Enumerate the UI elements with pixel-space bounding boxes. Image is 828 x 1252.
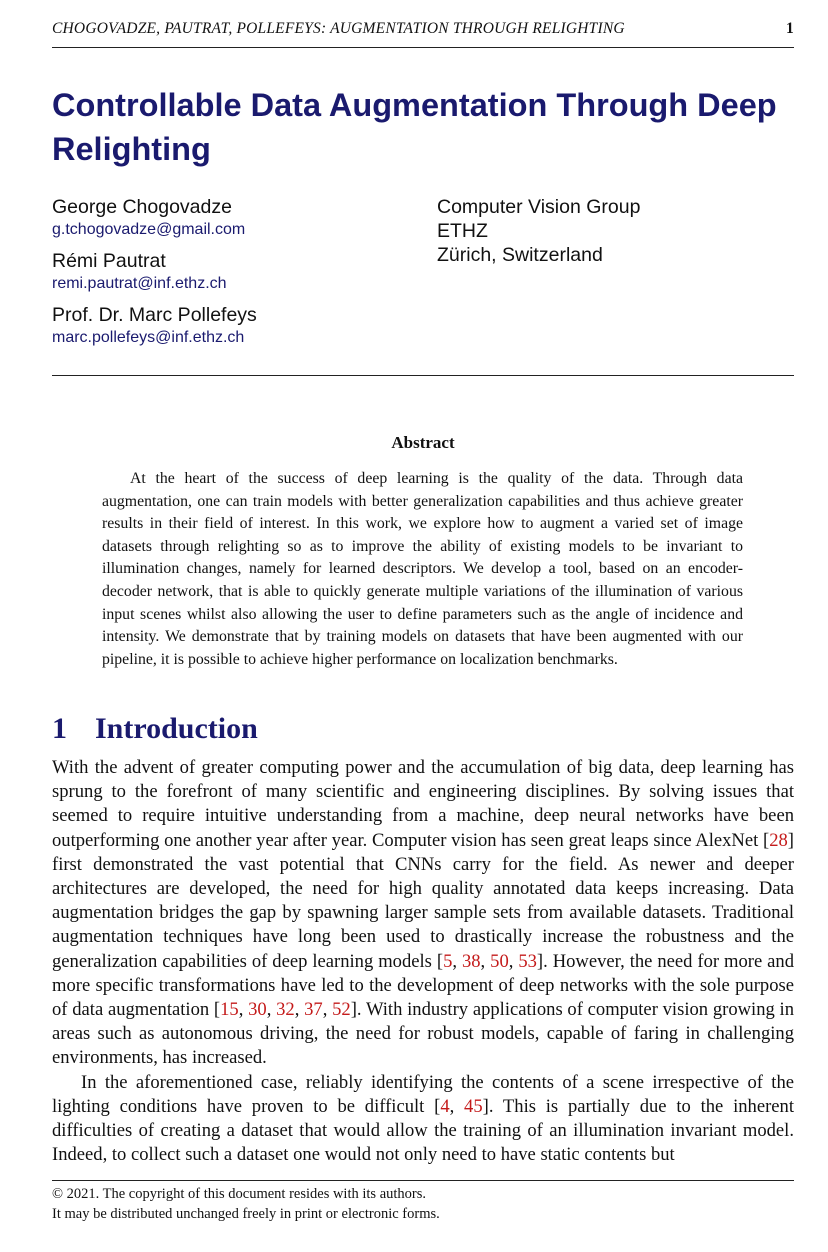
introduction-body [52,756,794,1167]
citation-link[interactable]: 4 [440,1095,450,1117]
citation-link[interactable]: 38 [461,950,481,972]
copyright-line: © 2021. The copyright of this document resides with its authors. [52,1186,427,1202]
citation-link[interactable]: 5 [443,950,453,972]
abstract-heading: Abstract [391,433,455,452]
author-name: George Chogovadze [52,196,232,218]
page-number: 1 [786,20,794,37]
citation-link[interactable]: 53 [518,950,537,972]
paragraph: In the aforementioned case, reliably identifying the contents of a scene irrespective of the lighting conditions have proven to be difficult [4, 45]. This is partially due to the inherent difficulties of creating a dataset that would allow the training of an illumination invariant model. Indeed, to collect such a dataset one would not only need to have static contents but [52,1071,794,1166]
affiliation-group: Computer Vision Group [437,196,641,218]
section-number: 1 [52,712,67,745]
paper-page [52,0,794,1252]
section-title: Introduction [95,712,258,745]
citation-link[interactable]: 45 [464,1095,483,1117]
running-title: CHOGOVADZE, PAUTRAT, POLLEFEYS: AUGMENTATION THROUGH RELIGHTING [52,20,625,37]
distribution-line: It may be distributed unchanged freely in print or electronic forms. [52,1206,440,1222]
citation-link[interactable]: 32 [276,999,295,1021]
author-email[interactable]: g.tchogovadze@gmail.com [52,221,246,238]
author-name: Rémi Pautrat [52,250,166,272]
title-block-rule [52,375,794,376]
citation-link[interactable]: 28 [769,829,788,851]
paragraph: With the advent of greater computing power and the accumulation of big data, deep learning has sprung to the forefront of many scientific and engineering disciplines. By solving issues that seemed to require intuitive understanding from a machine, deep neural networks have been outperforming one another year after year. Computer vision has seen great leaps since AlexNet [28] first demonstrated the vast potential that CNNs carry for the field. As newer and deeper architectures are developed, the need for high quality annotated data keeps increasing. Data augmentation bridges the gap by spawning larger sample sets from available datasets. Traditional augmentation techniques have long been used to drastically increase the robustness and the generalization capabilities of deep learning models [5, 38, 50, 53]. However, the need for more and more specific transformations have led to the development of deep networks with the sole purpose of data augmentation [15, 30, 32, 37, 52]. With industry applications of computer vision growing in areas such as autonomous driving, the need for robust models, capable of faring in challenging environments, has increased. [52,757,795,1069]
citation-link[interactable]: 52 [332,999,351,1021]
author-email[interactable]: remi.pautrat@inf.ethz.ch [52,275,227,292]
affiliation-institution: ETHZ [437,220,488,242]
citation-link[interactable]: 15 [220,999,239,1021]
abstract-text: At the heart of the success of deep learning is the quality of the data. Through data augmentation, one can train models with better generalization capabilities and thus achieve greater results in their field of interest. In this work, we explore how to augment a varied set of image datasets through relighting so as to improve the ability of existing models to be invariant to illumination changes, namely for learned descriptors. We develop a tool, based on an encoder-decoder network, that is able to quickly generate multiple variations of the illumination of various input scenes whilst also allowing the user to define parameters such as the angle of incidence and intensity. We demonstrate that by training models on datasets that have been augmented with our pipeline, it is possible to achieve higher performance on localization benchmarks. [102,470,743,668]
header-rule [52,47,794,48]
author-name: Prof. Dr. Marc Pollefeys [52,304,257,326]
section-heading [52,712,258,746]
footnote-rule [52,1180,794,1181]
citation-link[interactable]: 50 [490,950,509,972]
affiliation-location: Zürich, Switzerland [437,244,603,266]
author-list [52,195,432,357]
citation-link[interactable]: 30 [248,999,267,1021]
author-email[interactable]: marc.pollefeys@inf.ethz.ch [52,329,245,346]
paper-title: Controllable Data Augmentation Through Deep Relighting [52,87,777,167]
copyright-footer [52,1184,440,1224]
citation-link[interactable]: 37 [304,999,323,1021]
running-head [52,20,794,42]
affiliation [437,195,640,267]
